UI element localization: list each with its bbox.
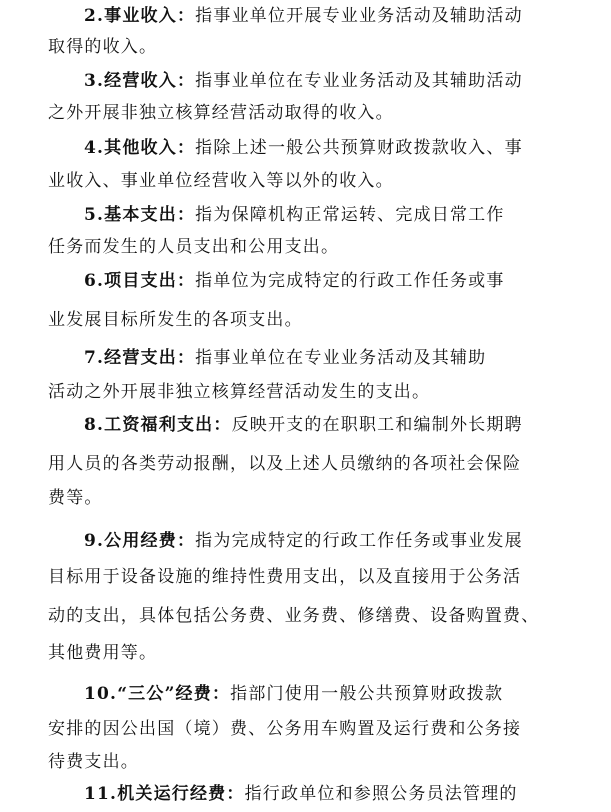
item-9-text-3: 动的支出，具体包括公务费、业务费、修缮费、设备购置费、 [48, 606, 540, 626]
item-10-line-3 [48, 751, 139, 773]
item-2-line-2 [48, 36, 157, 58]
item-8-text-3: 费等。 [48, 488, 103, 508]
item-5-text-1: 指为保障机构正常运转、完成日常工作 [195, 205, 505, 225]
item-7-term: 经营支出 [104, 348, 177, 368]
item-7-text-1: 指事业单位在专业业务活动及其辅助 [195, 348, 487, 368]
item-4-text-1: 指除上述一般公共预算财政拨款收入、事 [195, 138, 523, 158]
item-9-text-2: 目标用于设备设施的维持性费用支出，以及直接用于公务活 [48, 567, 522, 587]
item-9-text-1: 指为完成特定的行政工作任务或事业发展 [195, 531, 523, 551]
item-7-line-2 [48, 381, 430, 403]
item-10-text-2: 安排的因公出国（境）费、公务用车购置及运行费和公务接 [48, 719, 522, 739]
item-9-line-2 [48, 566, 521, 588]
item-11-colon: ： [226, 784, 245, 804]
item-7-number: 7. [84, 348, 105, 368]
item-6-line-2 [48, 309, 303, 331]
item-7-colon: ： [176, 348, 196, 368]
item-4-colon: ： [176, 138, 196, 158]
item-3-term: 经营收入 [104, 71, 177, 91]
item-3-text-1: 指事业单位在专业业务活动及其辅助活动 [195, 71, 523, 91]
item-4-term: 其他收入 [104, 138, 177, 158]
item-2-line-1 [84, 5, 523, 27]
item-10-text-1: 指部门使用一般公共预算财政拨款 [230, 684, 504, 704]
item-8-text-2: 用人员的各类劳动报酬，以及上述人员缴纳的各项社会保险 [48, 454, 522, 474]
item-4-text-2: 业收入、事业单位经营收入等以外的收入。 [48, 171, 394, 191]
item-11-term: 机关运行经费 [117, 784, 227, 804]
item-7-text-2: 活动之外开展非独立核算经营活动发生的支出。 [48, 382, 431, 402]
item-9-colon: ： [176, 531, 196, 551]
item-4-number: 4. [84, 138, 105, 158]
item-8-term: 工资福利支出 [104, 415, 214, 435]
item-3-colon: ： [176, 71, 196, 91]
item-6-term: 项目支出 [104, 271, 177, 291]
item-2-colon: ： [176, 6, 196, 26]
item-3-text-2: 之外开展非独立核算经营活动取得的收入。 [48, 103, 394, 123]
item-3-number: 3. [84, 71, 105, 91]
item-6-colon: ： [176, 271, 196, 291]
item-8-line-1 [84, 414, 523, 436]
item-5-colon: ： [176, 205, 196, 225]
item-10-line-1 [84, 683, 503, 705]
item-10-term: “三公”经费 [117, 684, 212, 704]
item-2-term: 事业收入 [104, 6, 177, 26]
item-8-line-2 [48, 453, 521, 475]
item-10-text-3: 待费支出。 [48, 752, 139, 772]
item-10-line-2 [48, 718, 521, 740]
item-11-text-1: 指行政单位和参照公务员法管理的 [244, 784, 518, 804]
item-5-line-2 [48, 236, 339, 258]
item-9-line-4 [48, 642, 157, 664]
item-3-line-2 [48, 102, 394, 124]
item-3-line-1 [84, 70, 523, 92]
item-5-term: 基本支出 [104, 205, 177, 225]
item-2-number: 2. [84, 6, 105, 26]
item-6-text-1: 指单位为完成特定的行政工作任务或事 [195, 271, 505, 291]
item-6-text-2: 业发展目标所发生的各项支出。 [48, 310, 303, 330]
item-8-line-3 [48, 487, 103, 509]
item-11-line-1 [84, 783, 518, 805]
item-5-text-2: 任务而发生的人员支出和公用支出。 [48, 237, 340, 257]
item-9-term: 公用经费 [104, 531, 177, 551]
item-2-text-2: 取得的收入。 [48, 37, 158, 57]
item-5-number: 5. [84, 205, 105, 225]
item-8-text-1: 反映开支的在职职工和编制外长期聘 [231, 415, 523, 435]
item-9-line-3 [48, 605, 539, 627]
item-9-text-4: 其他费用等。 [48, 643, 158, 663]
item-10-colon: ： [211, 684, 231, 704]
item-11-number: 11. [84, 784, 118, 804]
item-6-line-1 [84, 270, 505, 292]
item-9-number: 9. [84, 531, 105, 551]
item-7-line-1 [84, 347, 486, 369]
item-9-line-1 [84, 530, 523, 552]
item-4-line-1 [84, 137, 523, 159]
item-2-text-1: 指事业单位开展专业业务活动及辅助活动 [195, 6, 523, 26]
item-5-line-1 [84, 204, 505, 226]
item-4-line-2 [48, 170, 394, 192]
item-8-number: 8. [84, 415, 105, 435]
item-6-number: 6. [84, 271, 105, 291]
item-10-number: 10. [84, 684, 118, 704]
item-8-colon: ： [213, 415, 232, 435]
